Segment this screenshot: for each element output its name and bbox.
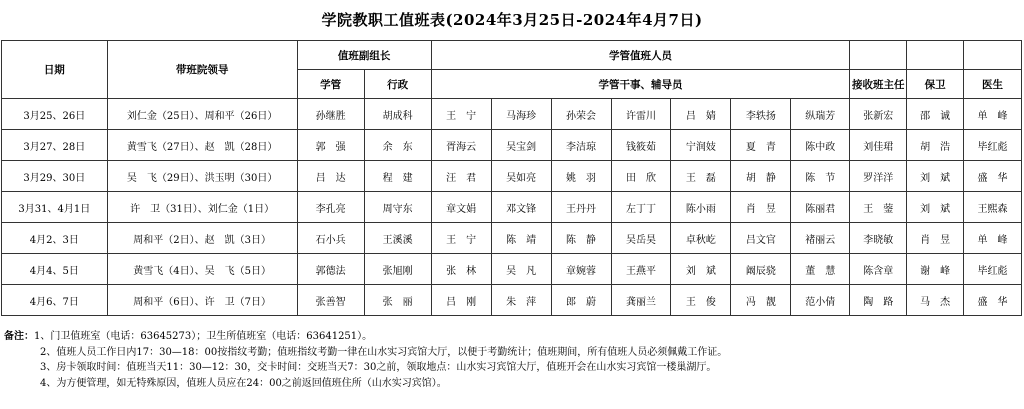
staff-cell: 张 林 — [431, 254, 491, 285]
xuguan-cell: 郭 强 — [297, 130, 364, 161]
header-blank-2 — [907, 41, 964, 70]
staff-cell: 王 宁 — [431, 99, 491, 130]
security-cell: 胡 浩 — [907, 130, 964, 161]
staff-cell: 李轶扬 — [731, 99, 791, 130]
staff-cell: 王丹丹 — [551, 192, 611, 223]
staff-cell: 陈 靖 — [491, 223, 551, 254]
xingzheng-cell: 周守东 — [364, 192, 431, 223]
xuguan-cell: 吕 达 — [297, 161, 364, 192]
doctor-cell: 单 峰 — [964, 99, 1022, 130]
leader-cell: 周和平（2日）、赵 凯（3日） — [107, 223, 297, 254]
header-staff-group: 学管值班人员 — [431, 41, 850, 70]
staff-cell: 郎 蔚 — [551, 285, 611, 316]
security-cell: 刘 斌 — [907, 192, 964, 223]
header-blank-1 — [850, 41, 907, 70]
staff-cell: 汪 君 — [431, 161, 491, 192]
staff-cell: 姚 羽 — [551, 161, 611, 192]
staff-cell: 夏 青 — [731, 130, 791, 161]
staff-cell: 吴 凡 — [491, 254, 551, 285]
xingzheng-cell: 王溪溪 — [364, 223, 431, 254]
staff-cell: 吕 婧 — [671, 99, 731, 130]
date-cell: 4月4、5日 — [2, 254, 108, 285]
staff-cell: 陈中政 — [791, 130, 850, 161]
doctor-cell: 单 峰 — [964, 223, 1022, 254]
staff-cell: 范小倩 — [791, 285, 850, 316]
date-cell: 3月31、4月1日 — [2, 192, 108, 223]
xuguan-cell: 石小兵 — [297, 223, 364, 254]
header-security: 保卫 — [907, 70, 964, 99]
security-cell: 谢 峰 — [907, 254, 964, 285]
header-row — [2, 41, 1022, 70]
table-row — [2, 192, 1022, 223]
table-row — [2, 254, 1022, 285]
staff-cell: 冯 靓 — [731, 285, 791, 316]
staff-cell: 许雷川 — [611, 99, 671, 130]
header-leader: 带班院领导 — [107, 41, 297, 99]
date-cell: 3月27、28日 — [2, 130, 108, 161]
staff-cell: 吕文官 — [731, 223, 791, 254]
reception-cell: 陶 路 — [850, 285, 907, 316]
staff-cell: 章婉蓉 — [551, 254, 611, 285]
leader-cell: 许 卫（31日）、刘仁金（1日） — [107, 192, 297, 223]
duty-table — [1, 40, 1022, 316]
xuguan-cell: 张善智 — [297, 285, 364, 316]
security-cell: 邵 诚 — [907, 99, 964, 130]
staff-cell: 王 俊 — [671, 285, 731, 316]
header-date: 日期 — [2, 41, 108, 99]
notes-label: 备注： — [4, 331, 34, 342]
staff-cell: 宁润妓 — [671, 130, 731, 161]
header-doctor: 医生 — [964, 70, 1022, 99]
note-4: 4、为方便管理，如无特殊原因，值班人员应在24：00之前返回值班住所（山水实习宾馆）。 — [40, 377, 447, 389]
xingzheng-cell: 胡成科 — [364, 99, 431, 130]
leader-cell: 黄雪飞（27日）、赵 凯（28日） — [107, 130, 297, 161]
header-xingzheng: 行政 — [364, 70, 431, 99]
staff-cell: 田 欣 — [611, 161, 671, 192]
staff-cell: 王 磊 — [671, 161, 731, 192]
reception-cell: 罗洋洋 — [850, 161, 907, 192]
staff-cell: 左丁丁 — [611, 192, 671, 223]
doctor-cell: 盛 华 — [964, 285, 1022, 316]
staff-cell: 朱 萍 — [491, 285, 551, 316]
leader-cell: 刘仁金（25日）、周和平（26日） — [107, 99, 297, 130]
staff-cell: 陈 节 — [791, 161, 850, 192]
staff-cell: 褚丽云 — [791, 223, 850, 254]
date-cell: 4月6、7日 — [2, 285, 108, 316]
staff-cell: 王燕平 — [611, 254, 671, 285]
staff-cell: 陈小雨 — [671, 192, 731, 223]
staff-cell: 王 宁 — [431, 223, 491, 254]
leader-cell: 吴 飞（29日）、洪玉明（30日） — [107, 161, 297, 192]
table-row — [2, 223, 1022, 254]
xingzheng-cell: 张 丽 — [364, 285, 431, 316]
staff-cell: 钱筱茹 — [611, 130, 671, 161]
leader-cell: 黄雪飞（4日）、吴 飞（5日） — [107, 254, 297, 285]
reception-cell: 张新宏 — [850, 99, 907, 130]
reception-cell: 陈含章 — [850, 254, 907, 285]
staff-cell: 陈丽君 — [791, 192, 850, 223]
note-3: 3、房卡领取时间：值班当天11：30—12：30，交卡时间：交班当天7：30之前，领取地点：山水实习宾馆大厅，值班开会在山水实习宾馆一楼巢湖厅。 — [40, 362, 717, 373]
xuguan-cell: 郭德法 — [297, 254, 364, 285]
doctor-cell: 王熙森 — [964, 192, 1022, 223]
staff-cell: 阚辰骁 — [731, 254, 791, 285]
note-2: 2、值班人员工作日内17：30—18：00按指纹考勤；值班指纹考勤一律在山水实习宾馆大厅，以便于考勤统计；值班期间，所有值班人员必须佩戴工作证。 — [40, 346, 728, 358]
reception-cell: 刘佳珺 — [850, 130, 907, 161]
header-staff-sub: 学管干事、辅导员 — [431, 70, 850, 99]
xuguan-cell: 孙继胜 — [297, 99, 364, 130]
staff-cell: 吴岳昊 — [611, 223, 671, 254]
table-row — [2, 285, 1022, 316]
header-reception: 接收班主任 — [850, 70, 907, 99]
xuguan-cell: 李孔亮 — [297, 192, 364, 223]
notes — [4, 329, 1020, 391]
staff-cell: 马海珍 — [491, 99, 551, 130]
staff-cell: 纵瑞芳 — [791, 99, 850, 130]
staff-cell: 卓秋屹 — [671, 223, 731, 254]
security-cell: 肖 昱 — [907, 223, 964, 254]
staff-cell: 章文娟 — [431, 192, 491, 223]
security-cell: 马 杰 — [907, 285, 964, 316]
staff-cell: 吕 刚 — [431, 285, 491, 316]
table-row — [2, 130, 1022, 161]
header-vice-group: 值班副组长 — [297, 41, 431, 70]
date-cell: 4月2、3日 — [2, 223, 108, 254]
reception-cell: 李晓敏 — [850, 223, 907, 254]
table-row — [2, 99, 1022, 130]
date-cell: 3月25、26日 — [2, 99, 108, 130]
doctor-cell: 毕红彪 — [964, 254, 1022, 285]
header-blank-3 — [964, 41, 1022, 70]
staff-cell: 胥海云 — [431, 130, 491, 161]
page-title: 学院教职工值班表(2024年3月25日-2024年4月7日) — [321, 11, 703, 29]
staff-cell: 龚丽兰 — [611, 285, 671, 316]
xingzheng-cell: 余 东 — [364, 130, 431, 161]
security-cell: 刘 斌 — [907, 161, 964, 192]
leader-cell: 周和平（6日）、许 卫（7日） — [107, 285, 297, 316]
staff-cell: 胡 静 — [731, 161, 791, 192]
staff-cell: 孙荣会 — [551, 99, 611, 130]
staff-cell: 董 慧 — [791, 254, 850, 285]
staff-cell: 邓文锋 — [491, 192, 551, 223]
reception-cell: 王 蓥 — [850, 192, 907, 223]
date-cell: 3月29、30日 — [2, 161, 108, 192]
header-xuguan: 学管 — [297, 70, 364, 99]
doctor-cell: 毕红彪 — [964, 130, 1022, 161]
staff-cell: 吴如亮 — [491, 161, 551, 192]
staff-cell: 肖 昱 — [731, 192, 791, 223]
xingzheng-cell: 张旭刚 — [364, 254, 431, 285]
staff-cell: 吴宝剑 — [491, 130, 551, 161]
staff-cell: 刘 斌 — [671, 254, 731, 285]
note-1: 1、门卫值班室（电话：63645273）；卫生所值班室（电话：63641251）。 — [34, 331, 373, 342]
staff-cell: 陈 静 — [551, 223, 611, 254]
xingzheng-cell: 程 建 — [364, 161, 431, 192]
doctor-cell: 盛 华 — [964, 161, 1022, 192]
table-row — [2, 161, 1022, 192]
staff-cell: 李洁琼 — [551, 130, 611, 161]
